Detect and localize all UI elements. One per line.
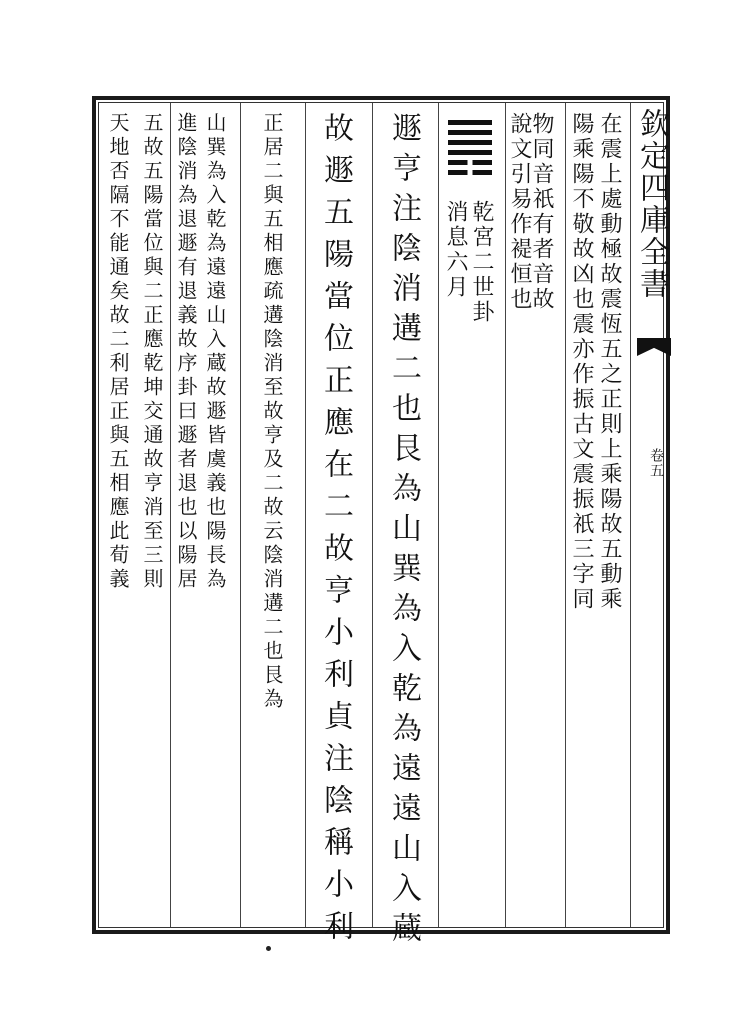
page-mark	[266, 946, 271, 951]
text-column-12: 五故五陽當位與二正應乾坤交通故亨消至三則	[140, 112, 164, 592]
hexagram-line	[448, 130, 492, 135]
text-column-2: 陽乘陽不敬故凶也震亦作振古文震振祇三字同	[569, 112, 594, 612]
hexagram-line	[448, 170, 492, 175]
volume-label: 卷五	[648, 448, 664, 478]
text-column-7: 遯亨注陰消遘二也艮為山巽為入乾為遠遠山入蔵	[386, 112, 421, 952]
hexagram-line	[448, 120, 492, 125]
dun-hexagram-icon	[448, 120, 492, 180]
text-column-5: 乾宮二世卦	[469, 200, 494, 325]
text-column-4: 說文引易作褆恒也	[507, 112, 532, 312]
book-title: 欽定四庫全書	[634, 108, 669, 300]
column-rule	[240, 103, 241, 927]
column-rule	[505, 103, 506, 927]
text-column-8: 故遯五陽當位正應在二故亨小利貞注陰稱小利	[318, 112, 353, 952]
column-rule	[372, 103, 373, 927]
hexagram-line	[448, 140, 492, 145]
column-rule	[565, 103, 566, 927]
text-column-9: 正居二與五相應疏遘陰消至故亨及二故云陰消遘二也艮為	[260, 112, 284, 712]
text-column-1: 在震上處動極故震恆五之正則上乘陽故五動乘	[597, 112, 622, 612]
text-column-11: 進陰消為退遯有退義故序卦曰遯者退也以陽居	[174, 112, 198, 592]
hexagram-line	[448, 160, 492, 165]
column-rule	[438, 103, 439, 927]
hexagram-line	[448, 150, 492, 155]
column-rule	[630, 103, 631, 927]
text-column-6: 消息六月	[443, 200, 468, 300]
text-column-3: 物同音祇有者音故	[529, 112, 554, 312]
text-column-13: 天地否隔不能通矣故二利居正與五相應此荀義	[106, 112, 130, 592]
column-rule	[305, 103, 306, 927]
text-column-10: 山巽為入乾為遠遠山入蔵故遯皆虞義也陽長為	[203, 112, 227, 592]
column-rule	[170, 103, 171, 927]
